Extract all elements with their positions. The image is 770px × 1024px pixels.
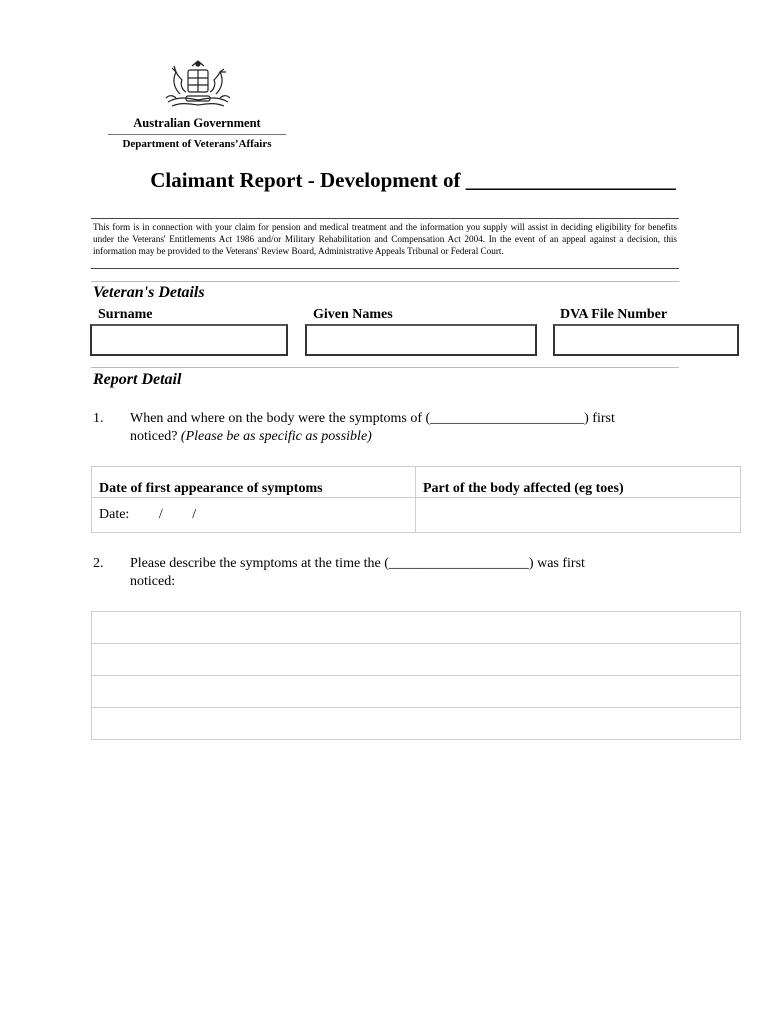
- symptom-appearance-table: [91, 466, 741, 533]
- question-1-line-1: When and where on the body were the symptoms of (______________________) first: [130, 411, 615, 426]
- header-divider: [108, 134, 286, 135]
- question-2-line-1: Please describe the symptoms at the time the (____________________) was first: [130, 556, 585, 571]
- question-1-line-2: [130, 428, 690, 446]
- question-1-note: (Please be as specific as possible): [180, 429, 372, 444]
- question-2-line-2: noticed:: [130, 574, 176, 589]
- symptoms-description-table: [91, 611, 741, 740]
- veteran-details-heading: Veteran's Details: [93, 284, 205, 301]
- question-1-text: [130, 410, 690, 446]
- surname-field[interactable]: [90, 324, 288, 356]
- given-names-field[interactable]: [305, 324, 537, 356]
- intro-top-rule: [91, 218, 679, 219]
- given-names-label: Given Names: [313, 307, 393, 322]
- question-2-number: 2.: [93, 556, 104, 571]
- intro-text: This form is in connection with your claim for pension and medical treatment and the information you supply will assist in deciding eligibility for benefits under the Veterans' Entitlements Act 1986 and/or Military Rehabilitation and Compensation Act 2004. In the event of an appeal against a decision, this information may be provided to the Veterans' Review Board, Administrative Appeals Tribunal or Federal Court.: [93, 222, 677, 256]
- report-detail-heading: Report Detail: [93, 371, 182, 388]
- question-1-line-2-start: noticed?: [130, 429, 181, 444]
- date-of-first-appearance-header: Date of first appearance of symptoms: [92, 467, 416, 498]
- date-label: Date:: [99, 507, 130, 522]
- coat-of-arms-logo: [158, 58, 238, 114]
- part-of-body-header: Part of the body affected (eg toes): [416, 467, 741, 498]
- symptoms-line-2[interactable]: [92, 644, 741, 676]
- question-1-number: 1.: [93, 411, 104, 426]
- veteran-section-rule: [91, 281, 679, 282]
- department-name: Department of Veterans’Affairs: [122, 138, 272, 150]
- form-title: Claimant Report - Development of ____________________: [150, 168, 676, 192]
- symptoms-line-4[interactable]: [92, 708, 741, 740]
- part-of-body-cell[interactable]: [416, 498, 741, 533]
- dva-file-number-field[interactable]: [553, 324, 739, 356]
- question-2-text: [130, 555, 690, 591]
- dva-file-number-label: DVA File Number: [560, 307, 668, 322]
- surname-label: Surname: [98, 307, 153, 322]
- date-separator-2: /: [192, 507, 197, 522]
- intro-bottom-rule: [91, 268, 679, 269]
- symptoms-line-3[interactable]: [92, 676, 741, 708]
- symptoms-line-1[interactable]: [92, 612, 741, 644]
- report-section-rule: [91, 367, 679, 368]
- date-separator-1: /: [158, 507, 163, 522]
- date-cell[interactable]: [92, 498, 416, 533]
- government-name: Australian Government: [133, 116, 261, 130]
